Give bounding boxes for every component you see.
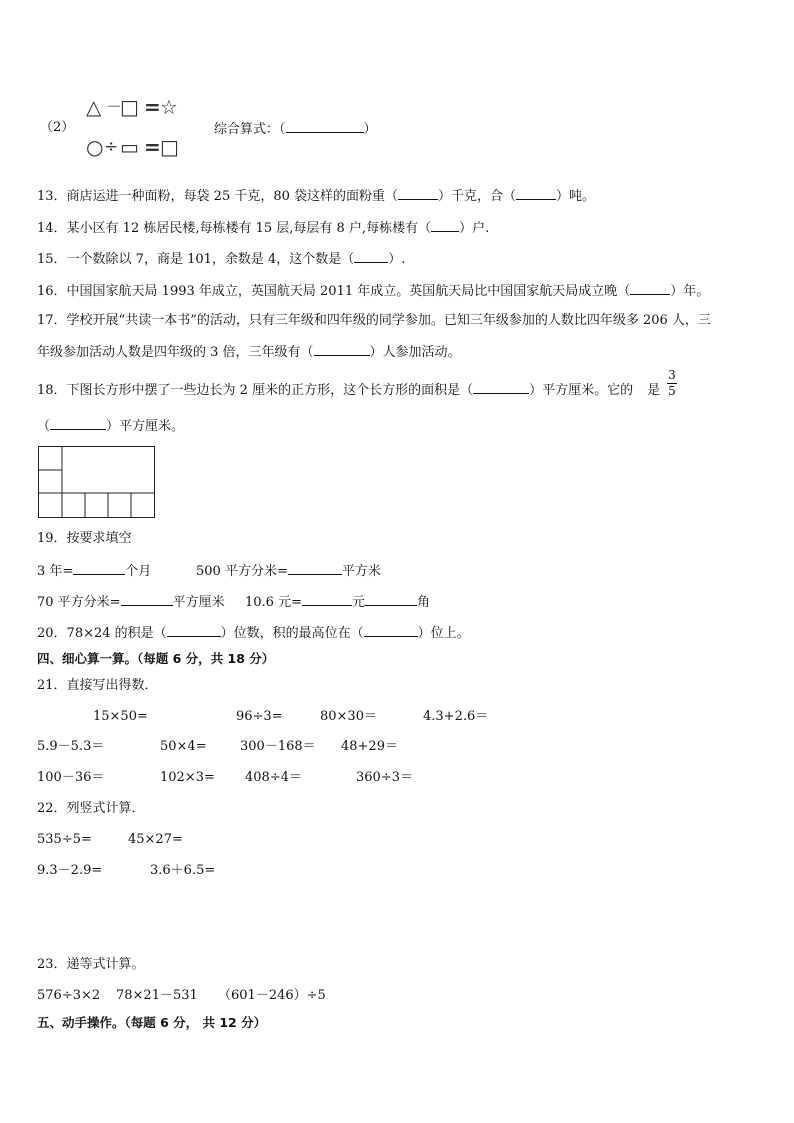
equals-sign: = xyxy=(144,95,161,119)
calc-item: 102×3= xyxy=(160,770,215,785)
q19-text: 平方厘米 xyxy=(172,595,225,610)
q16-text-b: ）年。 xyxy=(670,284,710,299)
q19-text: 3 年= xyxy=(37,564,74,579)
answer-blank[interactable] xyxy=(516,187,556,200)
q13-text-c: ）吨。 xyxy=(556,189,596,204)
question-14 xyxy=(37,219,489,237)
calc-item: 576÷3×2 xyxy=(37,988,101,1003)
answer-blank[interactable] xyxy=(630,282,670,295)
fraction-denominator: 5 xyxy=(668,384,676,398)
answer-blank[interactable] xyxy=(354,250,388,263)
calc-item: 535÷5= xyxy=(37,832,92,847)
section-4-heading: 四、细心算一算。（每题 6 分，共 18 分） xyxy=(37,651,275,666)
answer-blank[interactable] xyxy=(364,624,418,637)
rectangle-squares-figure xyxy=(38,446,156,520)
q15-text-b: ）. xyxy=(388,252,406,267)
question-19-row-1 xyxy=(37,562,151,580)
question-23-title: 23．递等式计算。 xyxy=(37,957,145,972)
question-19-title: 19．按要求填空 xyxy=(37,531,132,546)
star-icon: ☆ xyxy=(160,95,178,119)
q16-text-a: 16．中国国家航天局 1993 年成立，英国航天局 2011 年成立。英国航天局比中国国家航天局成立晚（ xyxy=(37,284,631,299)
q18-text-c: 是 xyxy=(647,383,661,398)
minus-sign: － xyxy=(106,97,123,116)
question-19-row-1b xyxy=(196,562,381,580)
q19-text: 70 平方分米= xyxy=(37,595,121,610)
question-17-line-2 xyxy=(37,343,461,361)
q19-text: 10.6 元= xyxy=(245,595,302,610)
question-15 xyxy=(37,250,405,268)
square-icon: □ xyxy=(160,135,179,159)
circle-icon: ○ xyxy=(86,135,104,159)
divide-sign: ÷ xyxy=(104,137,119,157)
outer-rectangle xyxy=(39,447,155,518)
q18-text-b: ）平方厘米。它的 xyxy=(529,383,634,398)
calc-item: 45×27= xyxy=(128,832,183,847)
q14-text-a: 14．某小区有 12 栋居民楼,每栋楼有 15 层,每层有 8 户,每栋楼有（ xyxy=(37,221,432,236)
calc-item: 3.6＋6.5= xyxy=(150,863,216,878)
q19-text: 角 xyxy=(417,595,431,610)
question-13 xyxy=(37,187,595,205)
rectangle-icon: ▭ xyxy=(120,135,139,159)
question-19-row-2 xyxy=(37,593,225,611)
answer-blank[interactable] xyxy=(314,343,370,356)
answer-blank[interactable] xyxy=(288,562,342,575)
q14-text-b: ）户. xyxy=(459,221,490,236)
combined-label: 综合算式：（ xyxy=(214,122,286,137)
question-20 xyxy=(37,624,470,642)
answer-blank[interactable] xyxy=(121,593,173,606)
answer-blank[interactable] xyxy=(473,381,529,394)
answer-blank[interactable] xyxy=(365,593,417,606)
answer-blank[interactable] xyxy=(50,417,106,430)
q20-text: ）位上。 xyxy=(417,626,470,641)
calc-item: 15×50= xyxy=(93,709,148,724)
q18-text-e: ）平方厘米。 xyxy=(106,419,185,434)
q12-combined xyxy=(214,120,377,138)
answer-blank[interactable] xyxy=(167,624,221,637)
question-21-title: 21．直接写出得数． xyxy=(37,678,158,693)
calc-item: 360÷3＝ xyxy=(356,770,413,785)
q20-text: 20．78×24 的积是（ xyxy=(37,626,167,641)
question-18-line-1 xyxy=(37,381,660,399)
calc-item: 4.3+2.6＝ xyxy=(423,709,489,724)
answer-blank[interactable] xyxy=(286,120,364,133)
q17-text-b: ）人参加活动。 xyxy=(369,345,461,360)
answer-blank[interactable] xyxy=(302,593,352,606)
question-22-title: 22．列竖式计算． xyxy=(37,801,145,816)
calc-item: 78×21－531 xyxy=(116,988,198,1003)
q19-text: 个月 xyxy=(125,564,152,579)
answer-blank[interactable] xyxy=(73,562,125,575)
calc-item: （601－246）÷5 xyxy=(218,988,326,1003)
fraction-three-fifths xyxy=(667,369,677,398)
q20-text: ）位数，积的最高位在（ xyxy=(220,626,364,641)
calc-item: 9.3－2.9= xyxy=(37,863,103,878)
question-19-row-2b xyxy=(245,593,430,611)
answer-blank[interactable] xyxy=(398,187,438,200)
combined-end: ） xyxy=(363,122,377,137)
q19-text: 元 xyxy=(351,595,365,610)
q12-label: （2） xyxy=(40,120,75,135)
calc-item: 48+29＝ xyxy=(341,739,398,754)
square-icon: □ xyxy=(120,95,139,119)
q19-text: 平方米 xyxy=(341,564,381,579)
q15-text-a: 15．一个数除以 7，商是 101，余数是 4，这个数是（ xyxy=(37,252,355,267)
section-5-heading: 五、动手操作。（每题 6 分， 共 12 分） xyxy=(37,1015,267,1030)
q19-text: 500 平方分米= xyxy=(196,564,288,579)
q13-text-a: 13．商店运进一种面粉，每袋 25 千克，80 袋这样的面粉重（ xyxy=(37,189,399,204)
question-18-line-2 xyxy=(37,417,184,435)
equals-sign: = xyxy=(144,135,161,159)
question-17-line-1: 17．学校开展“共读一本书”的活动，只有三年级和四年级的同学参加。已知三年级参加的人数比四年级多 206 人，三 xyxy=(37,313,711,328)
calc-item: 300－168＝ xyxy=(240,739,316,754)
calc-item: 100－36＝ xyxy=(37,770,105,785)
calc-item: 96÷3= xyxy=(236,709,283,724)
q18-text-d: （ xyxy=(37,419,51,434)
triangle-icon: △ xyxy=(86,95,102,119)
q18-text-a: 18．下图长方形中摆了一些边长为 2 厘米的正方形，这个长方形的面积是（ xyxy=(37,383,474,398)
calc-item: 408÷4＝ xyxy=(245,770,302,785)
calc-item: 50×4= xyxy=(160,739,207,754)
fraction-numerator: 3 xyxy=(668,368,676,382)
calc-item: 80×30＝ xyxy=(320,709,377,724)
q13-text-b: ）千克，合（ xyxy=(438,189,517,204)
answer-blank[interactable] xyxy=(431,219,459,232)
q17-text-a: 年级参加活动人数是四年级的 3 倍，三年级有（ xyxy=(37,345,314,360)
question-16 xyxy=(37,282,709,300)
calc-item: 5.9－5.3＝ xyxy=(37,739,105,754)
